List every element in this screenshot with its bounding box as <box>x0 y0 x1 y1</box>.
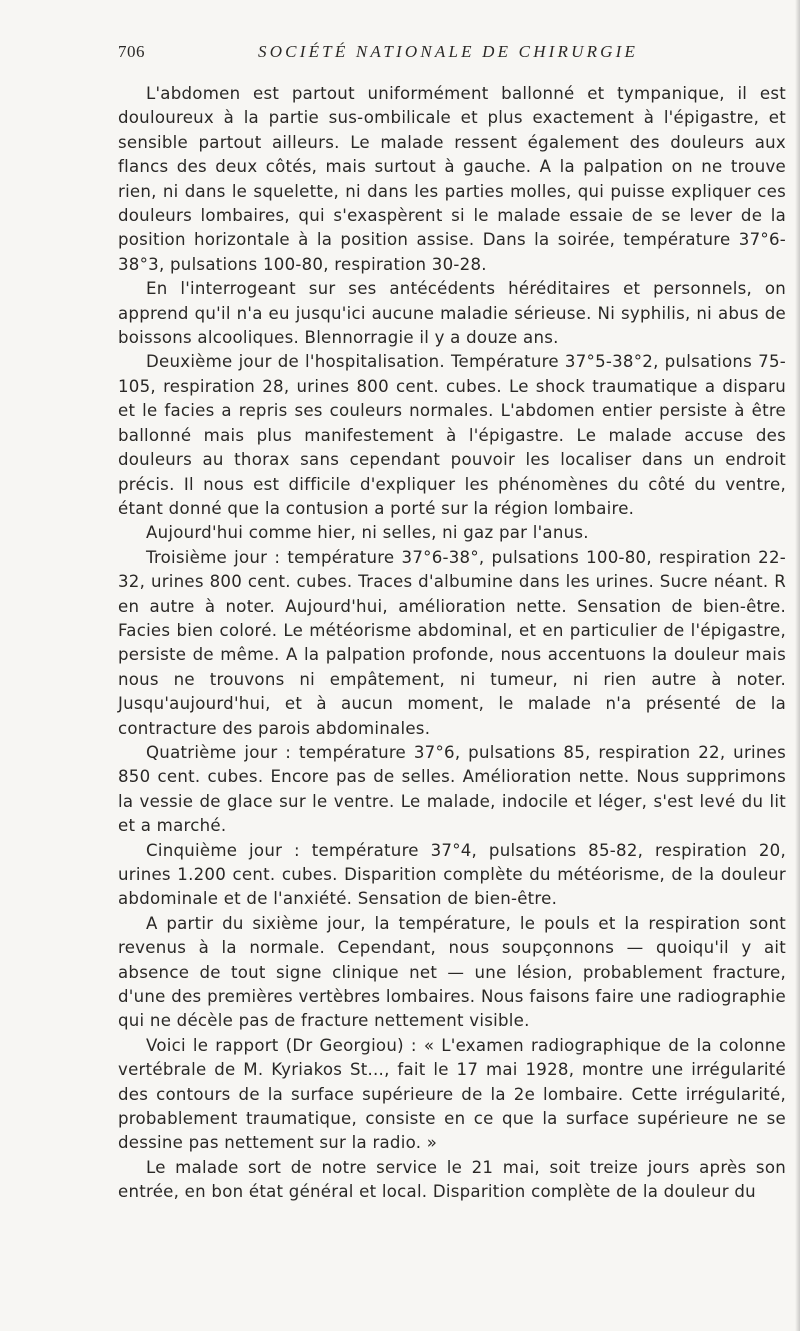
paragraph-history: En l'interrogeant sur ses antécédents héréditaires et personnels, on apprend qu'il n'a eu jusqu'ici aucune maladie sérieuse. Ni syphilis, ni abus de boissons alcooliques. Blennorragie il y a douze ans. <box>118 279 786 348</box>
paragraph-day-five: Cinquième jour : température 37°4, pulsations 85-82, respiration 20, urines 1.200 cent. cubes. Disparition complète du météorisme, de la douleur abdominale et de l'anxiété. Sensation de bien-être. <box>118 840 786 909</box>
paragraph-day-three: Troisième jour : température 37°6-38°, pulsations 100-80, respiration 22-32, urines 800 cent. cubes. Traces d'albumine dans les urines. Sucre néant. R en autre à noter. Aujourd'hui, amélioration nette. Sensation de bien-être. Facies bien coloré. Le météorisme abdominal, et en particulier de l'épigastre, persiste de même. A la palpation profonde, nous accentuons la douleur mais nous ne trouvons ni empâtement, ni tumeur, ni rien autre à noter. Jusqu'aujourd'hui, et à aucun moment, le malade n'a présenté de la contracture des parois abdominales. <box>118 547 786 738</box>
article-body <box>118 82 786 1205</box>
paragraph-discharge: Le malade sort de notre service le 21 mai, soit treize jours après son entrée, en bon état général et local. Disparition complète de la douleur du <box>118 1157 786 1202</box>
paragraph-no-stool: Aujourd'hui comme hier, ni selles, ni gaz par l'anus. <box>146 523 589 543</box>
paragraph-day-two: Deuxième jour de l'hospitalisation. Température 37°5-38°2, pulsations 75-105, respiration 28, urines 800 cent. cubes. Le shock traumatique a disparu et le facies a repris ses couleurs normales. L'abdomen entier persiste à être ballonné mais plus manifestement à l'épigastre. Le malade accuse des douleurs au thorax sans cependant pouvoir les localiser dans un endroit précis. Il nous est difficile d'expliquer les phénomènes du côté du ventre, étant donné que la contusion a porté sur la région lombaire. <box>118 352 786 518</box>
page-header <box>118 42 783 66</box>
paragraph-day-six: A partir du sixième jour, la température, le pouls et la respiration sont revenus à la normale. Cependant, nous soupçonnons — quoiqu'il y ait absence de tout signe clinique net — une lésion, probablement fracture, d'une des premières vertèbres lombaires. Nous faisons faire une radiographie qui ne décèle pas de fracture nettement visible. <box>118 913 786 1031</box>
page-edge-shadow <box>795 0 800 1331</box>
page-number: 706 <box>118 42 145 61</box>
paragraph-radiology-report: Voici le rapport (Dr Georgiou) : « L'examen radiographique de la colonne vertébrale de M. Kyriakos St..., fait le 17 mai 1928, montre une irrégularité des contours de la surface supérieure de la 2e lombaire. Cette irrégularité, probablement traumatique, consiste en ce que la surface supérieure ne se dessine pas nettement sur la radio. » <box>118 1035 786 1153</box>
paragraph-day-four: Quatrième jour : température 37°6, pulsations 85, respiration 22, urines 850 cent. cubes. Encore pas de selles. Amélioration nette. Nous supprimons la vessie de glace sur le ventre. Le malade, indocile et léger, s'est levé du lit et a marché. <box>118 742 786 836</box>
running-title: SOCIÉTÉ NATIONALE DE CHIRURGIE <box>258 42 639 61</box>
paragraph-abdomen-exam: L'abdomen est partout uniformément ballonné et tympanique, il est douloureux à la partie sus-ombilicale et plus exactement à l'épigastre, et sensible partout ailleurs. Le malade ressent également des douleurs aux flancs des deux côtés, mais surtout à gauche. A la palpation on ne trouve rien, ni dans le squelette, ni dans les parties molles, qui puisse expliquer ces douleurs lombaires, qui s'exaspèrent si le malade essaie de se lever de la position horizontale à la position assise. Dans la soirée, température 37°6-38°3, pulsations 100-80, respiration 30-28. <box>118 84 786 274</box>
